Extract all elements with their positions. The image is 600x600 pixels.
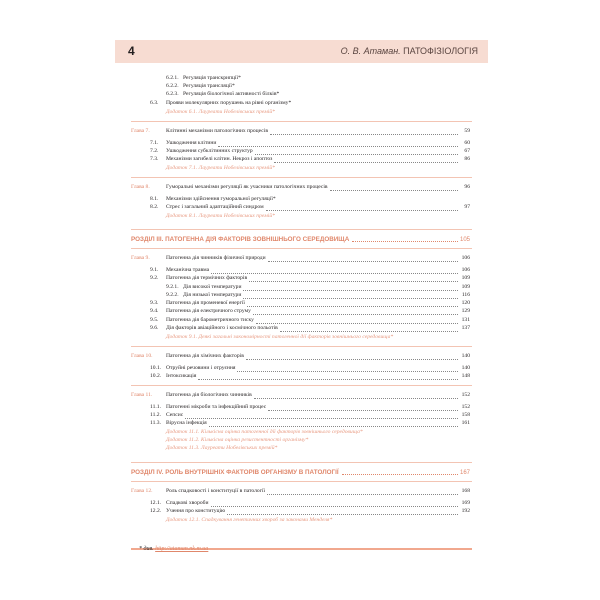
divider	[131, 229, 472, 230]
entry-number: 9.2.	[150, 275, 159, 281]
toc-entry[interactable]: Регуляція трансляції*	[183, 83, 235, 89]
chapter-number: Глава 12.	[131, 488, 153, 494]
toc-entry[interactable]: Вірусна інфекція	[166, 420, 207, 426]
page-ref: 97	[464, 204, 470, 210]
dot-leader	[352, 240, 458, 242]
page-ref: 148	[461, 373, 470, 379]
page-ref: 120	[461, 300, 470, 306]
toc-entry[interactable]: Учення про конституцію	[166, 508, 226, 514]
toc-entry[interactable]: Ушкодження субклітинних структур	[166, 148, 253, 154]
entry-number: 11.2.	[150, 412, 161, 418]
dot-leader	[280, 325, 458, 332]
page-ref: 152	[461, 404, 470, 410]
chapter-title[interactable]: Роль спадковості і конституції в патології	[166, 488, 266, 494]
page-ref: 140	[461, 353, 470, 359]
page-ref: 106	[461, 255, 470, 261]
appendix-entry[interactable]: Додаток 9.1. Деякі загальні закономірності патогенної дії факторів зовнішнього середовища*	[166, 334, 394, 340]
entry-number: 10.2.	[150, 373, 162, 379]
toc-entry[interactable]: Патогенна дія барометричного тиску	[166, 317, 254, 323]
toc-entry[interactable]: Регуляція транскрипції*	[183, 75, 241, 81]
dot-leader	[253, 308, 458, 315]
divider	[131, 481, 472, 482]
toc-entry[interactable]: Дія низької температури	[183, 292, 242, 298]
dot-leader	[218, 140, 458, 147]
dot-leader	[246, 353, 458, 360]
toc-entry[interactable]: Ушкодження клітини	[166, 140, 217, 146]
toc-entry[interactable]: Патогенна дія термічних факторів	[166, 275, 248, 281]
entry-number: 9.4.	[150, 308, 159, 314]
toc-entry[interactable]: Прояви молекулярних порушень на рівні організму*	[166, 100, 292, 106]
entry-number: 9.1.	[150, 267, 159, 273]
dot-leader	[266, 204, 458, 211]
page-ref: 169	[461, 500, 470, 506]
toc-entry[interactable]: Дія факторів авіаційного і космічного польотів	[166, 325, 278, 331]
appendix-entry[interactable]: Додаток 6.1. Лауреати Нобелівських премій*	[166, 109, 275, 115]
header-author: О. В. Атаман.	[340, 46, 401, 56]
entry-number: 7.3.	[150, 156, 159, 162]
entry-number: 6.2.1.	[166, 75, 179, 81]
chapter-number: Глава 8.	[131, 184, 150, 190]
section-heading[interactable]: РОЗДІЛ IV. РОЛЬ ВНУТРІШНІХ ФАКТОРІВ ОРГАНІЗМУ В ПАТОЛОГІЇ	[131, 469, 339, 476]
entry-number: 11.1.	[150, 404, 161, 410]
toc-entry[interactable]: Спадкові хвороби	[166, 500, 209, 506]
toc-entry[interactable]: Механізми загибелі клітин. Некроз і апоптоз	[166, 156, 273, 162]
chapter-title[interactable]: Клітинні механізми патологічних процесів	[166, 128, 268, 134]
entry-number: 9.3.	[150, 300, 159, 306]
running-title	[341, 46, 478, 56]
entry-number: 9.2.2.	[166, 292, 179, 298]
toc-entry[interactable]: Інтоксикація	[166, 373, 197, 379]
page-ref: 131	[461, 317, 470, 323]
page-ref: 96	[464, 184, 470, 190]
toc-entry[interactable]: Регуляція біологічної активності білків*	[183, 91, 280, 97]
entry-number: 11.3.	[150, 420, 161, 426]
entry-number: 6.2.3.	[166, 91, 179, 97]
dot-leader	[198, 373, 458, 380]
toc-entry[interactable]: Механізми здійснення гуморальної регуляції*	[166, 196, 276, 202]
page-ref: 158	[461, 412, 470, 418]
entry-number: 10.1.	[150, 365, 162, 371]
toc-entry[interactable]: Отруйні речовини і отруєння	[166, 365, 236, 371]
entry-number: 9.6.	[150, 325, 159, 331]
appendix-entry[interactable]: Додаток 7.1. Лауреати Нобелівських премій*	[166, 165, 275, 171]
toc-entry[interactable]: Дія високої температури	[183, 284, 242, 290]
page-ref: 137	[461, 325, 470, 331]
dot-leader	[211, 500, 458, 507]
page-ref: 60	[464, 140, 470, 146]
appendix-entry[interactable]: Додаток 11.1. Кількісна оцінка патогенної дії факторів зовнішнього середовища*	[166, 429, 363, 435]
toc-entry[interactable]: Патогенні мікроби та інфекційний процес	[166, 404, 267, 410]
divider	[131, 248, 472, 249]
entry-number: 12.2.	[150, 508, 162, 514]
divider	[131, 385, 472, 386]
page-ref: 140	[461, 365, 470, 371]
dot-leader	[268, 255, 458, 262]
footnote	[139, 546, 208, 552]
entry-number: 8.2.	[150, 204, 159, 210]
section-page-number: 167	[459, 469, 470, 476]
page-ref: 116	[461, 292, 470, 298]
section-page-number: 105	[459, 236, 470, 243]
entry-number: 6.2.2.	[166, 83, 179, 89]
toc-entry[interactable]: Сепсис	[166, 412, 184, 418]
entry-number: 12.1.	[150, 500, 162, 506]
chapter-title[interactable]: Патогенна дія хімічних факторів	[166, 353, 244, 359]
dot-leader	[227, 508, 458, 515]
chapter-number: Глава 10.	[131, 353, 153, 359]
page-ref: 168	[461, 488, 470, 494]
dot-leader	[249, 275, 458, 282]
dot-leader	[237, 365, 458, 372]
chapter-title[interactable]: Патогенна дія чинників фізичної природи	[166, 255, 266, 261]
dot-leader	[274, 156, 458, 163]
appendix-entry[interactable]: Додаток 11.3. Лауреати Нобелівських премій*	[166, 445, 278, 451]
entry-number: 6.3.	[150, 100, 159, 106]
dot-leader	[270, 128, 458, 135]
dot-leader	[243, 292, 458, 299]
page-ref: 86	[464, 156, 470, 162]
section-heading[interactable]: РОЗДІЛ ІІІ. ПАТОГЕННА ДІЯ ФАКТОРІВ ЗОВНІШНЬОГО СЕРЕДОВИЩА	[131, 236, 350, 243]
divider	[131, 177, 472, 178]
dot-leader	[209, 420, 458, 427]
dot-leader	[267, 488, 458, 495]
toc-entry[interactable]: Патогенна дія електричного струму	[166, 308, 251, 314]
footnote-marker: * див.	[139, 546, 154, 552]
divider	[131, 121, 472, 122]
chapter-title[interactable]: Гуморальні механізми регуляції як учасники патологічних процесів	[166, 184, 328, 190]
entry-number: 8.1.	[150, 196, 159, 202]
entry-number: 9.2.1.	[166, 284, 179, 290]
entry-number: 7.2.	[150, 148, 159, 154]
chapter-number: Глава 9.	[131, 255, 150, 261]
dot-leader	[268, 404, 458, 411]
toc-entry[interactable]: Механічна травма	[166, 267, 210, 273]
dot-leader	[243, 284, 458, 291]
appendix-entry[interactable]: Додаток 8.1. Лауреати Нобелівських премій*	[166, 213, 275, 219]
header-book-title: ПАТОФІЗІОЛОГІЯ	[403, 46, 478, 56]
toc-entry[interactable]: Патогенна дія променевої енергії	[166, 300, 245, 306]
chapter-title[interactable]: Патогенна дія біологічних чинників	[166, 392, 252, 398]
entry-number: 7.1.	[150, 140, 159, 146]
dot-leader	[255, 148, 458, 155]
page-ref: 192	[461, 508, 470, 514]
dot-leader	[342, 473, 458, 475]
dot-leader	[254, 392, 458, 399]
page-ref: 152	[461, 392, 470, 398]
divider	[131, 346, 472, 347]
dot-leader	[247, 300, 458, 307]
dot-leader	[211, 267, 458, 274]
page-ref: 106	[461, 267, 470, 273]
page-number: 4	[128, 44, 135, 58]
page-ref: 161	[461, 420, 470, 426]
page-ref: 67	[464, 148, 470, 154]
dot-leader	[330, 184, 458, 191]
chapter-number: Глава 7.	[131, 128, 150, 134]
dot-leader	[185, 412, 458, 419]
page-ref: 59	[464, 128, 470, 134]
toc-entry[interactable]: Стрес і загальний адаптаційний синдром	[166, 204, 264, 210]
page-ref: 109	[461, 284, 470, 290]
appendix-entry[interactable]: Додаток 12.1. Спадкування генетичних хвороб за законами Менделя*	[166, 517, 333, 523]
dot-leader	[256, 317, 458, 324]
page-ref: 109	[461, 275, 470, 281]
appendix-entry[interactable]: Додаток 11.2. Кількісна оцінка резистентності організму*	[166, 437, 309, 443]
divider	[131, 462, 472, 463]
entry-number: 9.5.	[150, 317, 159, 323]
chapter-number: Глава 11.	[131, 392, 153, 398]
footnote-link[interactable]: http://ataman.nk.m.ua	[155, 546, 209, 552]
page-ref: 129	[461, 308, 470, 314]
